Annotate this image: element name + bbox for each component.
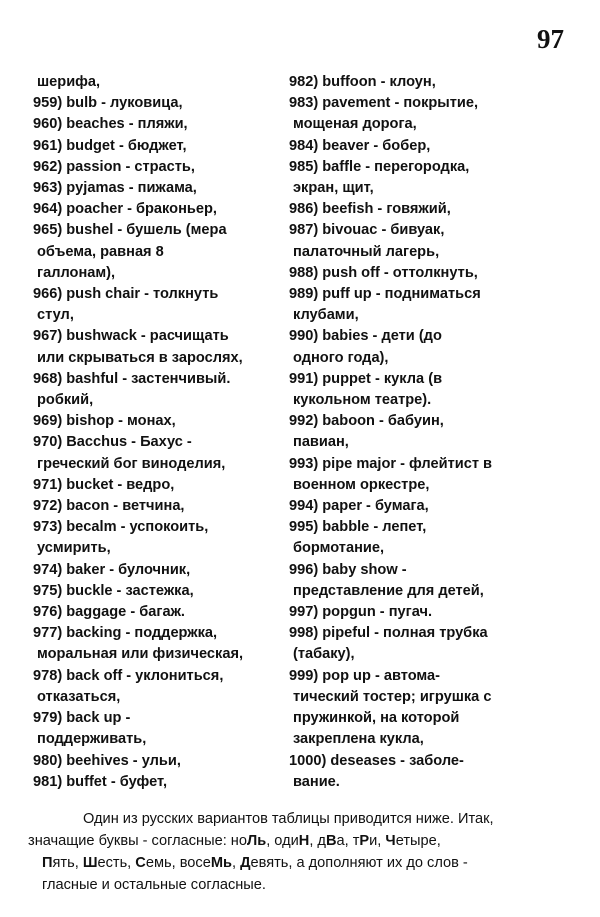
glossary-entry: 997) popgun - пугач. xyxy=(289,604,433,621)
glossary-entry: клубами, xyxy=(293,307,359,324)
glossary-entry: моральная или физическая, xyxy=(37,646,244,663)
text-segment: емь, восе xyxy=(145,855,211,871)
glossary-entry: 980) beehives - ульи, xyxy=(33,752,181,769)
glossary-entry: 960) beaches - пляжи, xyxy=(33,116,188,133)
text-segment: а, т xyxy=(336,833,360,849)
glossary-entry: 992) baboon - бабуин, xyxy=(289,413,444,430)
glossary-entry: представление для детей, xyxy=(293,582,484,599)
footer-line-1: Один из русских вариантов таблицы приводится ниже. Итак, xyxy=(83,811,494,827)
highlighted-letter: С xyxy=(135,855,146,871)
glossary-entry: 993) pipe major - флейтист в xyxy=(289,455,493,472)
text-segment: , xyxy=(231,855,241,871)
glossary-entry: стул, xyxy=(37,307,74,324)
glossary-entry: 978) back off - уклониться, xyxy=(33,667,224,684)
glossary-entry: 976) baggage - багаж. xyxy=(33,604,185,621)
left-column xyxy=(33,72,243,793)
glossary-entry: отказаться, xyxy=(37,688,121,705)
glossary-entry: поддерживать, xyxy=(37,731,147,748)
glossary-entry: павиан, xyxy=(293,434,349,451)
right-column xyxy=(289,72,492,793)
glossary-entry: 979) back up - xyxy=(33,710,131,727)
text-segment: и, xyxy=(369,833,386,849)
glossary-entry: 971) bucket - ведро, xyxy=(33,476,175,493)
glossary-entry: закреплена кукла, xyxy=(293,731,424,748)
glossary-entry: 984) beaver - бобер, xyxy=(289,137,431,154)
glossary-entry: 962) passion - страсть, xyxy=(33,158,195,175)
footer-paragraph xyxy=(28,808,576,896)
text-segment: , д xyxy=(309,833,326,849)
glossary-entry: палаточный лагерь, xyxy=(293,243,440,260)
glossary-entry: 963) pyjamas - пижама, xyxy=(33,180,197,197)
glossary-entry: военном оркестре, xyxy=(293,476,430,493)
glossary-entry: 968) bashful - застенчивый. xyxy=(33,370,231,387)
text-segment: , оди xyxy=(266,833,299,849)
glossary-entry: 972) bacon - ветчина, xyxy=(33,498,185,515)
glossary-entry: тический тостер; игрушка с xyxy=(293,688,492,705)
glossary-entry: 991) puppet - кукла (в xyxy=(289,370,443,387)
glossary-entry: (табаку), xyxy=(293,646,355,663)
footer-line-2 xyxy=(28,830,576,852)
text-segment: етыре, xyxy=(395,833,441,849)
text-segment: есть, xyxy=(97,855,136,871)
glossary-entry: 996) baby show - xyxy=(289,561,407,578)
highlighted-letter: Д xyxy=(240,855,251,871)
glossary-entry: вание. xyxy=(293,773,340,790)
glossary-entry: 969) bishop - монах, xyxy=(33,413,176,430)
highlighted-letter: Н xyxy=(298,833,310,849)
glossary-entry: шерифа, xyxy=(37,74,101,90)
glossary-entry: 986) beefish - говяжий, xyxy=(289,201,451,218)
highlighted-letter: Ш xyxy=(82,855,98,871)
glossary-entry: 990) babies - дети (до xyxy=(289,328,442,345)
highlighted-letter: Ч xyxy=(385,833,396,849)
glossary-entry: бормотание, xyxy=(293,540,385,557)
glossary-entry: 981) buffet - буфет, xyxy=(33,773,168,790)
text-segment: значащие буквы - согласные: но xyxy=(28,833,247,849)
text-segment: ять, xyxy=(52,855,83,871)
glossary-entry: пружинкой, на которой xyxy=(293,710,460,727)
glossary-entry: галлонам), xyxy=(37,264,116,281)
highlighted-letter: В xyxy=(325,833,337,849)
glossary-entry: 987) bivouac - бивуак, xyxy=(289,222,445,239)
highlighted-letter: Р xyxy=(359,833,370,849)
glossary-entry: или скрываться в зарослях, xyxy=(37,349,243,366)
glossary-entry: 964) poacher - браконьер, xyxy=(33,201,217,218)
glossary-entry: 970) Bacchus - Бахус - xyxy=(33,434,192,451)
glossary-entry: 995) babble - лепет, xyxy=(289,519,427,536)
glossary-entry: усмирить, xyxy=(37,540,111,557)
glossary-entry: 961) budget - бюджет, xyxy=(33,137,187,154)
glossary-entry: мощеная дорога, xyxy=(293,116,417,133)
highlighted-letter: Мь xyxy=(210,855,232,871)
glossary-entry: объема, равная 8 xyxy=(37,243,164,260)
glossary-entry: 985) baffle - перегородка, xyxy=(289,158,470,175)
glossary-entry: экран, щит, xyxy=(293,180,374,197)
glossary-entry: 977) backing - поддержка, xyxy=(33,625,218,642)
glossary-entry: 994) paper - бумага, xyxy=(289,498,429,515)
glossary-entry: 982) buffoon - клоун, xyxy=(289,74,436,90)
glossary-entry: 965) bushel - бушель (мера xyxy=(33,222,227,239)
glossary-entry: 974) baker - булочник, xyxy=(33,561,191,578)
glossary-entry: 959) bulb - луковица, xyxy=(33,95,183,112)
glossary-entry: 975) buckle - застежка, xyxy=(33,582,194,599)
glossary-entry: 973) becalm - успокоить, xyxy=(33,519,209,536)
glossary-entry: 999) pop up - автома- xyxy=(289,667,441,684)
glossary-entry: греческий бог виноделия, xyxy=(37,455,226,472)
glossary-entry: 989) puff up - подниматься xyxy=(289,286,481,303)
highlighted-letter: П xyxy=(42,855,53,871)
highlighted-letter: Ль xyxy=(246,833,267,849)
glossary-entry: 1000) deseases - заболе- xyxy=(289,752,464,769)
glossary-entry: кукольном театре). xyxy=(293,392,432,409)
glossary-entry: 988) push off - оттолкнуть, xyxy=(289,264,478,281)
glossary-entry: 998) pipeful - полная трубка xyxy=(289,625,488,642)
page-number: 97 xyxy=(537,24,564,54)
glossary-entry: 983) pavement - покрытие, xyxy=(289,95,479,112)
glossary-entry: 966) push chair - толкнуть xyxy=(33,286,219,303)
glossary-entry: одного года), xyxy=(293,349,389,366)
footer-line-3 xyxy=(28,852,576,874)
glossary-entry: 967) bushwack - расчищать xyxy=(33,328,229,345)
glossary-entry: робкий, xyxy=(37,392,94,409)
text-segment: евять, а дополняют их до слов - xyxy=(250,855,468,871)
footer-line-4: гласные и остальные согласные. xyxy=(42,877,266,893)
